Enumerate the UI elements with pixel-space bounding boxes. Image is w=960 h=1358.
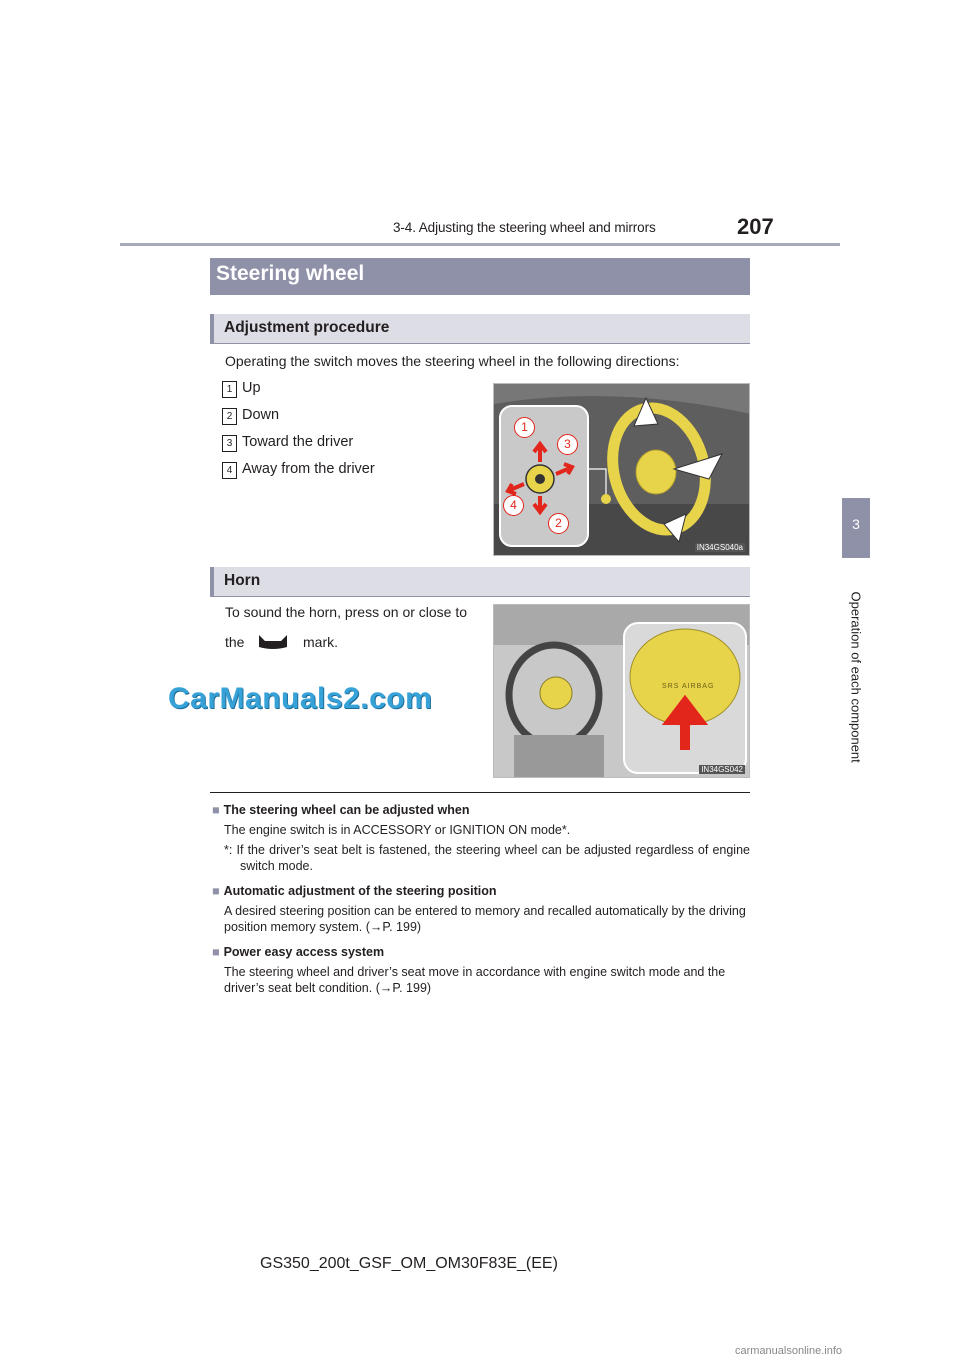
note-heading: ■ Power easy access system [212, 945, 750, 959]
item-label: Away from the driver [242, 461, 375, 477]
note-body: A desired steering position can be entered to memory and recalled automatically by the driving position memory system. (→P. 199) [224, 904, 746, 934]
horn-heading-bar [210, 567, 750, 597]
bottom-watermark: carmanualsonline.info [735, 1345, 843, 1357]
item-number: 4 [222, 462, 237, 479]
steering-adjust-figure [493, 383, 750, 556]
notes-section [212, 803, 750, 996]
running-header-section: 3-4. Adjusting the steering wheel and mirrors [393, 220, 656, 235]
srs-airbag-label: SRS AIRBAG [662, 683, 715, 690]
header-rule [120, 243, 840, 246]
horn-text-prefix: the [225, 634, 245, 650]
callout-1: 1 [514, 417, 535, 438]
figure-code: IN34GS042 [701, 765, 743, 774]
horn-heading: Horn [224, 572, 261, 589]
watermark-logo: CarManuals2.com [168, 682, 433, 715]
chapter-tab-text: Operation of each component [848, 591, 864, 763]
horn-instruction-line1: To sound the horn, press on or close to [225, 604, 468, 620]
note-body: The engine switch is in ACCESSORY or IGNITION ON mode*. [224, 823, 571, 837]
item-label: Up [242, 380, 261, 396]
horn-illustration [494, 605, 750, 778]
callout-4: 4 [503, 495, 524, 516]
adjustment-heading-bar [210, 314, 750, 344]
page-number: 207 [737, 214, 774, 239]
note-heading: ■ The steering wheel can be adjusted when [212, 803, 750, 817]
item-number: 2 [222, 408, 237, 425]
callout-2: 2 [548, 513, 569, 534]
horn-text-suffix: mark. [303, 634, 338, 650]
callout-3: 3 [557, 434, 578, 455]
notes-separator [210, 792, 750, 793]
horn-icon [255, 631, 291, 651]
horn-figure [493, 604, 750, 778]
document-footer: GS350_200t_GSF_OM_OM30F83E_(EE) [260, 1255, 558, 1272]
item-number: 3 [222, 435, 237, 452]
chapter-tab-number: 3 [842, 498, 870, 558]
note-heading: ■ Automatic adjustment of the steering position [212, 884, 750, 898]
steering-adjust-illustration [494, 384, 750, 556]
adjustment-intro: Operating the switch moves the steering wheel in the following directions: [225, 353, 680, 369]
adjustment-heading: Adjustment procedure [224, 319, 390, 336]
horn-instruction-line2 [225, 634, 338, 650]
note-footnote: *: If the driver’s seat belt is fastened, the steering wheel can be adjusted regardless of engine switch mode. [224, 843, 750, 873]
note-body: The steering wheel and driver’s seat move in accordance with engine switch mode and the driver’s seat belt condition. (→P. 199) [224, 965, 726, 995]
item-label: Down [242, 407, 280, 423]
page-title: Steering wheel [216, 262, 365, 285]
item-label: Toward the driver [242, 434, 354, 450]
item-number: 1 [222, 381, 237, 398]
figure-code: IN34GS040a [696, 543, 743, 552]
